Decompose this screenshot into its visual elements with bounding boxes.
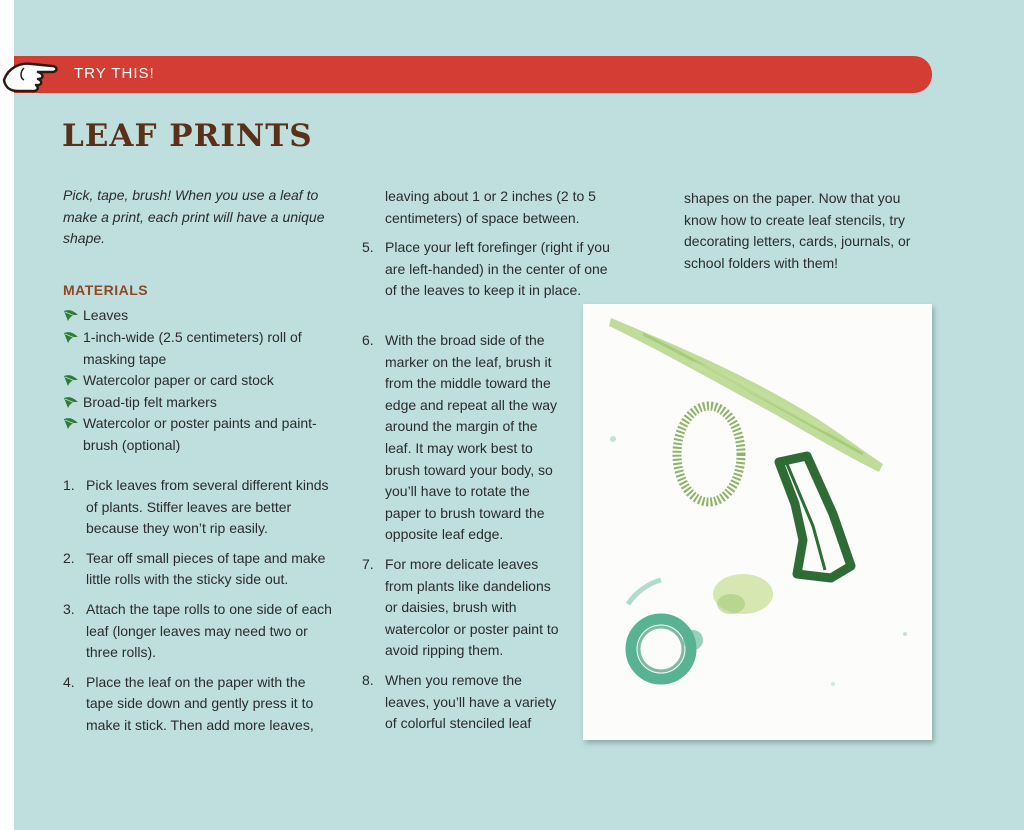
step-item: 2. Tear off small pieces of tape and make little rolls with the sticky side out. <box>63 549 326 588</box>
intro-text: Pick, tape, brush! When you use a leaf to make a print, each print will have a unique shape. <box>63 187 325 247</box>
steps-list-col1 <box>63 475 333 745</box>
pointing-hand-icon <box>0 50 62 98</box>
leaf-icon <box>63 416 79 430</box>
step-continuation: leaving about 1 or 2 inches (2 to 5 centimeters) of space between. <box>385 188 596 226</box>
step-item: 3. Attach the tape rolls to one side of each leaf (longer leaves may need two or three rolls). <box>63 600 332 661</box>
list-item: Watercolor paper or card stock <box>63 370 333 392</box>
leaf-icon <box>63 373 79 387</box>
steps-list-col2-narrow <box>362 330 562 743</box>
list-item: Leaves <box>63 305 333 327</box>
materials-heading: MATERIALS <box>63 281 149 298</box>
materials-list <box>63 305 333 456</box>
steps-list-col2 <box>362 237 622 302</box>
list-item: Broad-tip felt markers <box>63 392 333 414</box>
leaf-print-photo <box>583 304 932 740</box>
leaf-icon <box>63 330 79 344</box>
column-2 <box>362 186 622 310</box>
step-item: 8. When you remove the leaves, you’ll have a variety of colorful stenciled leaf <box>362 671 557 732</box>
step-item: 1. Pick leaves from several different kinds of plants. Stiffer leaves are better because they won’t rip easily. <box>63 477 329 537</box>
leaf-icon <box>63 308 79 322</box>
list-item: 1-inch-wide (2.5 centimeters) roll of masking tape <box>63 327 333 370</box>
page-edge-binding <box>0 0 14 830</box>
banner-label: TRY THIS! <box>74 65 155 82</box>
list-item: Watercolor or poster paints and paint-brush (optional) <box>63 413 333 456</box>
step-item: 6. With the broad side of the marker on the leaf, brush it from the middle toward the edge and repeat all the way around the margin of the leaf. It may work best to brush toward your body, so you’ll have to rotate the paper to brush toward the opposite leaf edge. <box>362 332 558 543</box>
step-continuation: shapes on the paper. Now that you know how to create leaf stencils, try decorating letters, cards, journals, or school folders with them! <box>684 190 911 271</box>
step-item: 4. Place the leaf on the paper with the tape side down and gently press it to make it stick. Then add more leaves, <box>63 673 314 733</box>
step-item: 7. For more delicate leaves from plants like dandelions or daisies, brush with watercolor or poster paint to avoid ripping them. <box>362 555 559 659</box>
column-1 <box>63 185 333 457</box>
column-3 <box>684 188 924 282</box>
leaf-icon <box>63 395 79 409</box>
page-title: LEAF PRINTS <box>62 118 313 154</box>
try-this-banner <box>14 56 932 93</box>
step-item: 5. Place your left forefinger (right if you are left-handed) in the center of one of the leaves to keep it in place. <box>362 239 610 299</box>
